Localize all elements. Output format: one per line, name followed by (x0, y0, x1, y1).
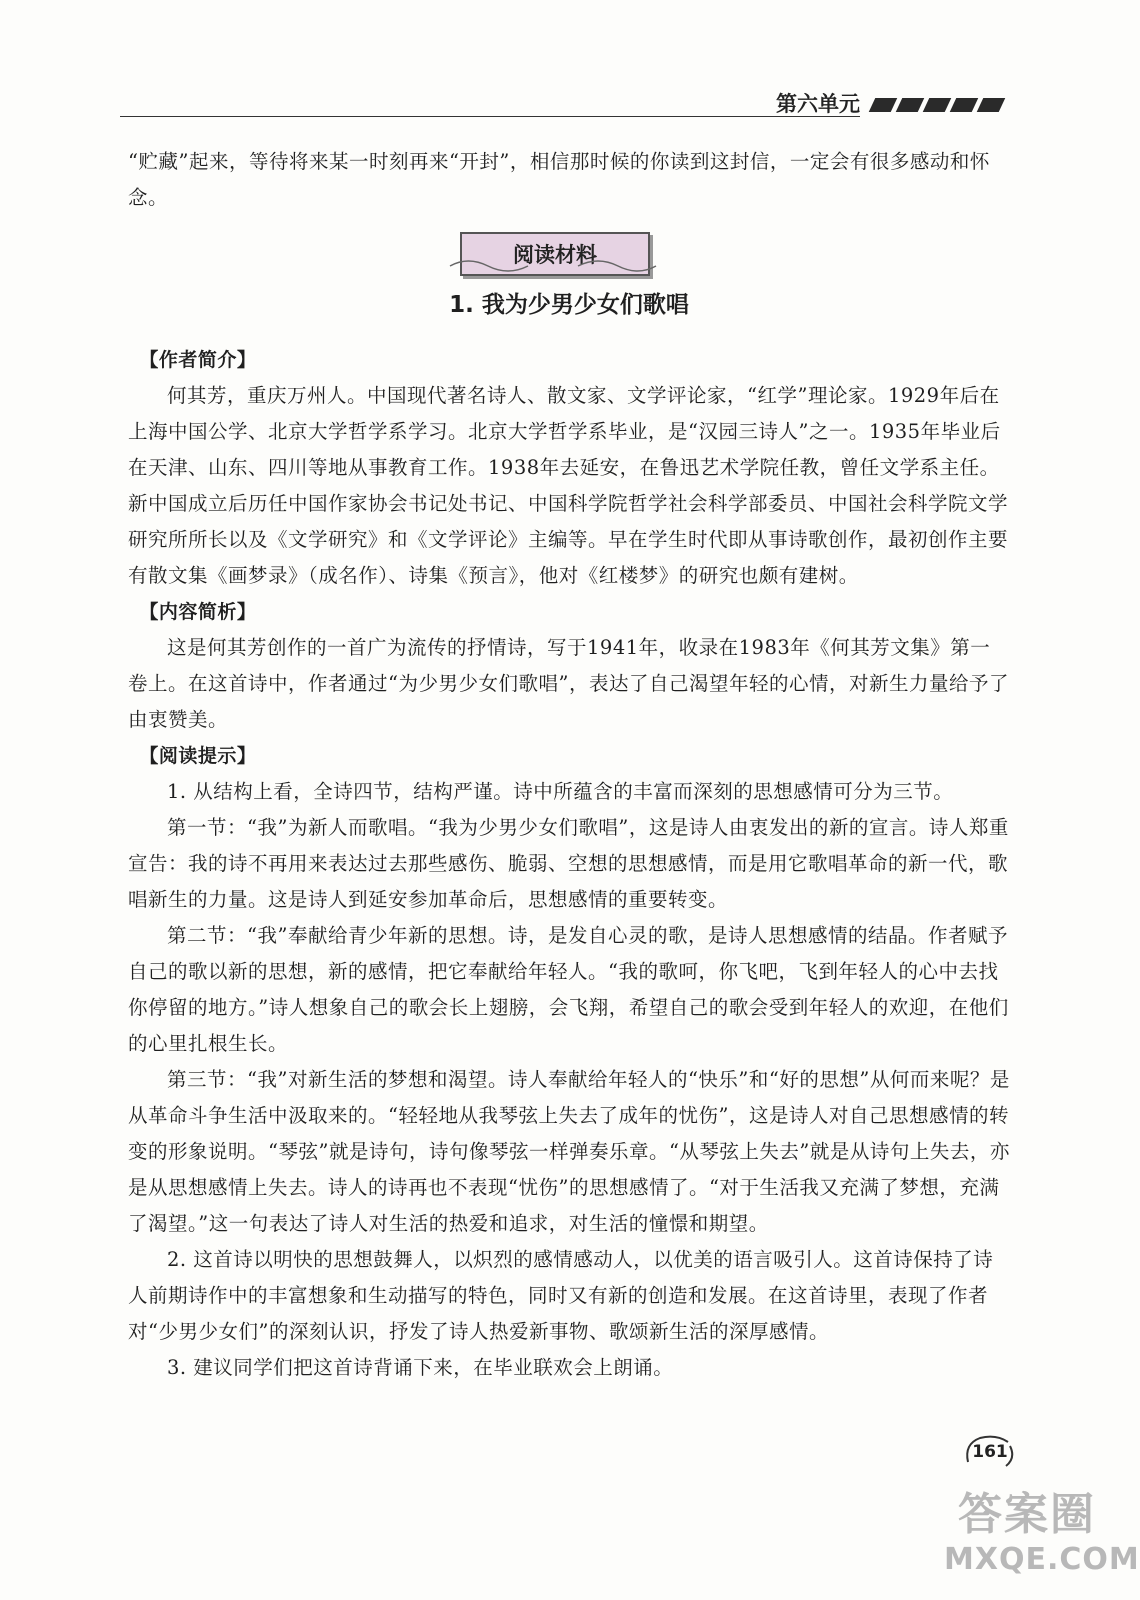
content-paragraph: 这是何其芳创作的一首广为流传的抒情诗，写于1941年，收录在1983年《何其芳文集》第一卷上。在这首诗中，作者通过“为少男少女们歌唱”，表达了自己渴望年轻的心情，对新生力量给予了由衷赞美。 (128, 636, 1009, 731)
page-number-text: 161 (972, 1442, 1008, 1462)
tips-paragraph: 3. 建议同学们把这首诗背诵下来，在毕业联欢会上朗诵。 (167, 1356, 674, 1379)
page-number (962, 1432, 1018, 1472)
tips-paragraph: 1. 从结构上看，全诗四节，结构严谨。诗中所蕴含的丰富而深刻的思想感情可分为三节。 (167, 780, 954, 803)
section-heading-content: 【内容简析】 (139, 601, 257, 623)
watermark (930, 1478, 1140, 1593)
header-stripes-decoration (872, 98, 1002, 112)
section-banner: 阅读材料 (460, 232, 650, 276)
section-heading-author: 【作者简介】 (139, 349, 257, 371)
tips-paragraph: 2. 这首诗以明快的思想鼓舞人，以炽烈的感情感动人，以优美的语言吸引人。这首诗保持了诗人前期诗作中的丰富想象和生动描写的特色，同时又有新的创造和发展。在这首诗里，表现了作者对“少男少女们”的深刻认识，抒发了诗人热爱新事物、歌颂新生活的深厚感情。 (128, 1248, 994, 1343)
tips-paragraph: 第三节：“我”对新生活的梦想和渴望。诗人奉献给年轻人的“快乐”和“好的思想”从何而来呢？是从革命斗争生活中汲取来的。“轻轻地从我琴弦上失去了成年的忧伤”，这是诗人对自己思想感情的转变的形象说明。“琴弦”就是诗句，诗句像琴弦一样弹奏乐章。“从琴弦上失去”就是从诗句上失去，亦是从思想感情上失去。诗人的诗再也不表现“忧伤”的思想感情了。“对于生活我又充满了梦想，充满了渴望。”这一句表达了诗人对生活的热爱和追求，对生活的憧憬和期望。 (128, 1068, 1010, 1235)
watermark-url: MXQE.COM (944, 1542, 1140, 1577)
header-rule (120, 116, 860, 117)
tips-paragraph: 第一节：“我”为新人而歌唱。“我为少男少女们歌唱”，这是诗人由衷发出的新的宣言。诗人郑重宣告：我的诗不再用来表达过去那些感伤、脆弱、空想的思想感情，而是用它歌唱革命的新一代，歌唱新生的力量。这是诗人到延安参加革命后，思想感情的重要转变。 (128, 816, 1009, 911)
banner-ornament-icon (448, 258, 658, 274)
article-title: 1. 我为少男少女们歌唱 (449, 292, 689, 318)
article-body (128, 342, 1010, 1386)
watermark-logo: 答案圈 (958, 1489, 1096, 1540)
tips-paragraph: 第二节：“我”奉献给青少年新的思想。诗，是发自心灵的歌，是诗人思想感情的结晶。作者赋予自己的歌以新的思想，新的感情，把它奉献给年轻人。“我的歌呵，你飞吧，飞到年轻人的心中去找你停留的地方。”诗人想象自己的歌会长上翅膀，会飞翔，希望自己的歌会受到年轻人的欢迎，在他们的心里扎根生长。 (128, 924, 1009, 1055)
page-header (120, 86, 1010, 122)
section-heading-tips: 【阅读提示】 (139, 745, 257, 767)
author-paragraph: 何其芳，重庆万州人。中国现代著名诗人、散文家、文学评论家，“红学”理论家。1929年后在上海中国公学、北京大学哲学系学习。北京大学哲学系毕业，是“汉园三诗人”之一。1935年毕业后在天津、山东、四川等地从事教育工作。1938年去延安，在鲁迅艺术学院任教，曾任文学系主任。新中国成立后历任中国作家协会书记处书记、中国科学院哲学社会科学部委员、中国社会科学院文学研究所所长以及《文学研究》和《文学评论》主编等。早在学生时代即从事诗歌创作，最初创作主要有散文集《画梦录》（成名作）、诗集《预言》，他对《红楼梦》的研究也颇有建树。 (128, 384, 1009, 587)
intro-paragraph: “贮藏”起来，等待将来某一时刻再来“开封”，相信那时候的你读到这封信，一定会有很多感动和怀念。 (128, 150, 990, 209)
unit-title: 第六单元 (776, 92, 860, 116)
